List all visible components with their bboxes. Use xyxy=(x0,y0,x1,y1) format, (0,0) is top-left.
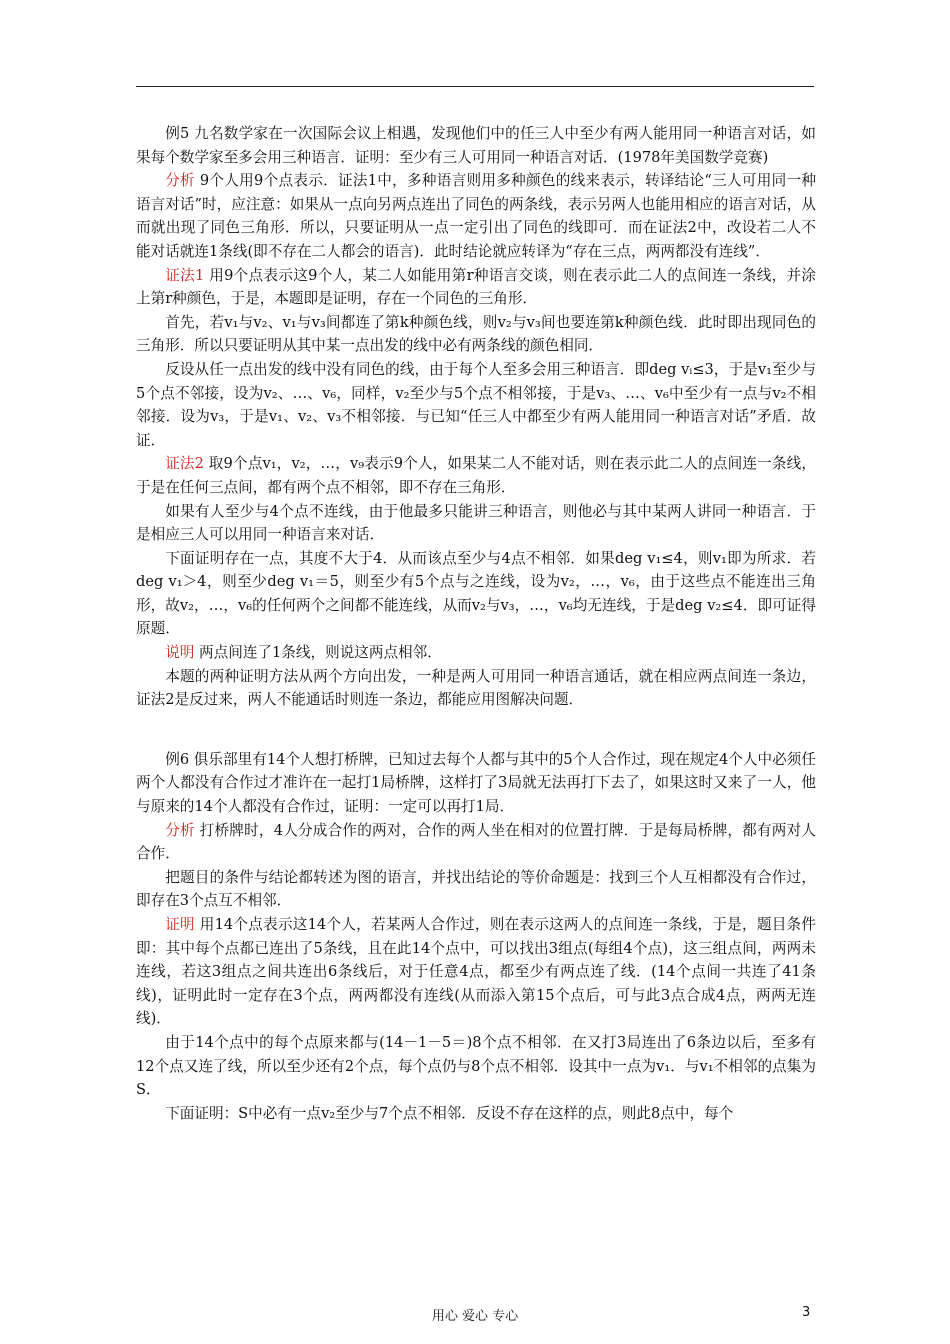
proof-label: 证明 xyxy=(165,916,195,933)
example-6-proof xyxy=(136,913,816,1031)
header-rule xyxy=(136,86,814,87)
proof-1-text: 用9个点表示这9个人，某二人如能用第r种语言交谈，则在表示此二人的点间连一条线，并涂上第r种颜色，于是，本题即是证明，存在一个同色的三角形． xyxy=(136,266,816,308)
analysis-label: 分析 xyxy=(165,821,195,839)
example-5-note xyxy=(136,641,816,665)
example-6-analysis-paragraph-2: 把题目的条件与结论都转述为图的语言，并找出结论的等价命题是：找到三个人互相都没有合作过，即存在3个点互不相邻． xyxy=(136,868,816,910)
page-body xyxy=(136,122,816,1125)
analysis-label: 分析 xyxy=(165,172,195,190)
example-5-proof-1 xyxy=(136,264,816,311)
example-5-note-paragraph-2: 本题的两种证明方法从两个方向出发，一种是两人可用同一种语言通话，就在相应两点间连一条边，证法2是反过来，两人不能通话时则连一条边，都能应用图解决问题． xyxy=(136,667,816,709)
note-text: 两点间连了1条线，则说这两点相邻． xyxy=(199,644,442,662)
analysis-text: 9个人用9个点表示．证法1中，多种语言则用多种颜色的线来表示，转译结论“三人可用同一种语言对话”时，应注意：如果从一点向另两点连出了同色的两条线，表示另两人也能用相应的语言对话，从而就出现了同色三角形．所以，只要证明从一点一定引出了同色的线即可．而在证法2中，改设若二人不能对话就连1条线(即不存在二人都会的语言)．此时结论就应转译为“存在三点，两两都没有连线”． xyxy=(136,172,816,260)
example-5-analysis xyxy=(136,169,816,263)
proof-2-text: 取9个点v₁，v₂，…，v₉表示9个人，如果某二人不能对话，则在表示此二人的点间连一条线，于是在任何三点间，都有两个点不相邻，即不存在三角形． xyxy=(136,455,816,496)
example-5-proof-1-paragraph-3: 反设从任一点出发的线中没有同色的线，由于每个人至多会用三种语言．即deg vᵢ≤3，于是v₁至少与5个点不邻接，设为v₂、…、v₆，同样，v₂至少与5个点不相邻接，于是v₃、…、v₆中至少有一点与v₂不相邻接．设为v₃，于是v₁、v₂、v₃不相邻接．与已知“任三人中都至少有两人能用同一种语言对话”矛盾．故证． xyxy=(136,360,816,449)
footer-slogan: 用心 爱心 专心 xyxy=(431,1309,519,1324)
proof-text: 用14个点表示这14个人，若某两人合作过，则在表示这两人的点间连一条线，于是，题目条件即：其中每个点都已连出了5条线，且在此14个点中，可以找出3组点(每组4个点)，这三组点间，两两未连线，若这3组点之间共连出6条线后，对于任意4点，都至少有两点连了线．(14个点间一共连了41条线)，证明此时一定存在3个点，两两都没有连线(从而添入第15个点后，可与此3点合成4点，两两无连线)． xyxy=(136,916,816,1028)
example-6-problem: 例6 俱乐部里有14个人想打桥牌，已知过去每个人都与其中的5个人合作过，现在规定4个人中必须任两个人都没有合作过才准许在一起打1局桥牌，这样打了3局就无法再打下去了，如果这时又来了一人，他与原来的14个人都没有合作过，证明：一定可以再打1局． xyxy=(136,750,816,816)
example-5-proof-1-paragraph-2: 首先，若v₁与v₂、v₁与v₃间都连了第k种颜色线，则v₂与v₃间也要连第k种颜色线．此时即出现同色的三角形．所以只要证明从其中某一点出发的线中必有两条线的颜色相同． xyxy=(136,313,816,355)
page-number: 3 xyxy=(802,1305,811,1320)
example-6-proof-paragraph-3: 下面证明：S中必有一点v₂至少与7个点不相邻．反设不存在这样的点，则此8点中，每个 xyxy=(165,1104,734,1122)
example-6-analysis xyxy=(136,819,816,866)
example-5-proof-2 xyxy=(136,452,816,499)
example-5-problem: 例5 九名数学家在一次国际会议上相遇，发现他们中的任三人中至少有两人能用同一种语言对话，如果每个数学家至多会用三种语言．证明：至少有三人可用同一种语言对话．(1978年美国数学竞赛) xyxy=(136,125,816,166)
example-6-proof-paragraph-2: 由于14个点中的每个点原来都与(14－1－5＝)8个点不相邻．在又打3局连出了6条边以后，至多有12个点又连了线，所以至少还有2个点，每个点仍与8个点不相邻．设其中一点为v₁．与v₁不相邻的点集为S． xyxy=(136,1033,816,1099)
example-5-proof-2-paragraph-2: 如果有人至少与4个点不连线，由于他最多只能讲三种语言，则他必与其中某两人讲同一种语言．于是相应三人可以用同一种语言来对话． xyxy=(136,502,816,544)
example-5-proof-2-paragraph-3: 下面证明存在一点，其度不大于4．从而该点至少与4点不相邻．如果deg v₁≤4，则v₁即为所求．若deg v₁＞4，则至少deg v₁＝5，则至少有5个点与之连线，设为v₂，…，v₆，由于这些点不能连出三角形，故v₂，…，v₆的任何两个之间都不能连线，从而v₂与v₃，…，v₆均无连线，于是deg v₂≤4．即可证得原题． xyxy=(136,549,816,638)
proof-2-label: 证法2 xyxy=(165,455,204,473)
section-gap xyxy=(136,712,816,748)
note-label: 说明 xyxy=(165,644,195,662)
proof-1-label: 证法1 xyxy=(165,266,205,284)
analysis-text: 打桥牌时，4人分成合作的两对，合作的两人坐在相对的位置打牌．于是每局桥牌，都有两对人合作． xyxy=(136,821,816,863)
